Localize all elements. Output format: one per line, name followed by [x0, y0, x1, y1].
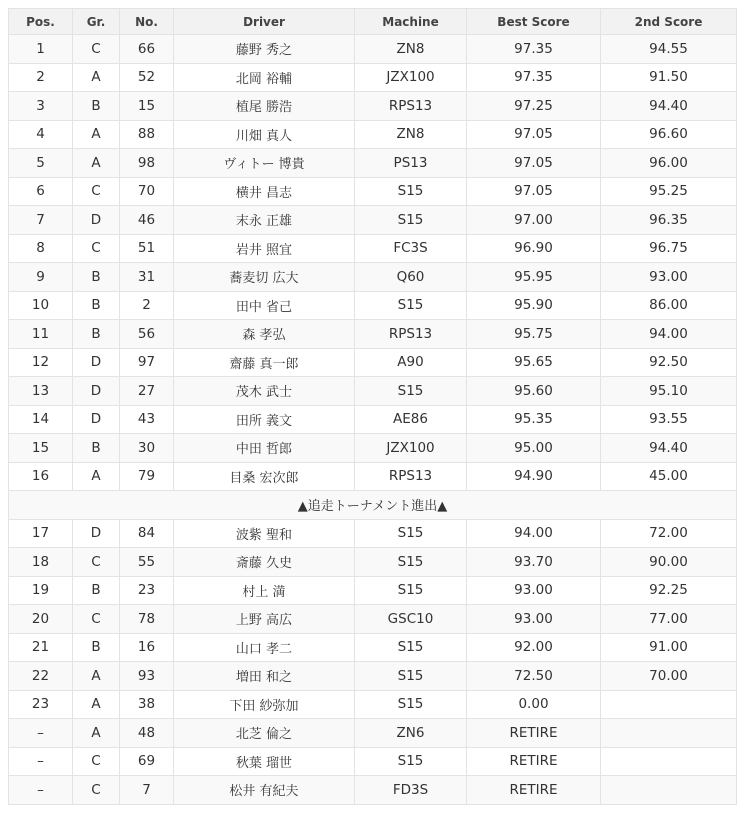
results-body	[9, 35, 737, 805]
cell-second-score: 96.35	[601, 206, 737, 235]
cell-pos: 5	[9, 149, 73, 178]
cell-machine: S15	[355, 291, 467, 320]
table-row	[9, 149, 737, 178]
cell-second-score: 90.00	[601, 548, 737, 577]
cell-group: C	[73, 177, 120, 206]
cell-group: D	[73, 519, 120, 548]
cell-pos: 10	[9, 291, 73, 320]
cell-group: B	[73, 633, 120, 662]
cell-driver: 山口 孝二	[174, 633, 355, 662]
cell-best-score: 93.00	[467, 605, 601, 634]
cell-number: 69	[120, 747, 174, 776]
cell-group: B	[73, 320, 120, 349]
table-row	[9, 462, 737, 491]
cell-driver: 齋藤 真一郎	[174, 348, 355, 377]
cell-machine: FD3S	[355, 776, 467, 805]
cell-machine: S15	[355, 377, 467, 406]
header-best-score: Best Score	[467, 9, 601, 35]
cell-second-score	[601, 719, 737, 748]
cell-best-score: 0.00	[467, 690, 601, 719]
table-row	[9, 377, 737, 406]
cell-number: 31	[120, 263, 174, 292]
cell-pos: –	[9, 747, 73, 776]
cell-best-score: 94.00	[467, 519, 601, 548]
cell-group: B	[73, 92, 120, 121]
results-table	[8, 8, 737, 805]
cell-driver: 植尾 勝浩	[174, 92, 355, 121]
cell-pos: 16	[9, 462, 73, 491]
cell-best-score: 97.00	[467, 206, 601, 235]
cell-driver: 斎藤 久史	[174, 548, 355, 577]
cell-driver: 川畑 真人	[174, 120, 355, 149]
cell-second-score: 94.40	[601, 92, 737, 121]
cell-second-score	[601, 690, 737, 719]
cell-machine: S15	[355, 576, 467, 605]
table-row	[9, 690, 737, 719]
cell-second-score	[601, 747, 737, 776]
cell-machine: S15	[355, 633, 467, 662]
table-row	[9, 35, 737, 64]
cell-number: 93	[120, 662, 174, 691]
cell-number: 70	[120, 177, 174, 206]
cell-group: B	[73, 263, 120, 292]
table-row	[9, 747, 737, 776]
cell-second-score: 96.00	[601, 149, 737, 178]
cell-machine: ZN8	[355, 35, 467, 64]
cell-pos: –	[9, 776, 73, 805]
table-row	[9, 320, 737, 349]
cell-number: 78	[120, 605, 174, 634]
cell-number: 66	[120, 35, 174, 64]
cell-group: D	[73, 348, 120, 377]
cell-driver: 横井 昌志	[174, 177, 355, 206]
cell-driver: 森 孝弘	[174, 320, 355, 349]
qualification-divider-label: ▲追走トーナメント進出▲	[9, 491, 737, 520]
header-second-score: 2nd Score	[601, 9, 737, 35]
table-row	[9, 519, 737, 548]
cell-second-score: 86.00	[601, 291, 737, 320]
cell-group: D	[73, 377, 120, 406]
cell-second-score: 96.75	[601, 234, 737, 263]
cell-machine: AE86	[355, 405, 467, 434]
cell-pos: 11	[9, 320, 73, 349]
table-row	[9, 576, 737, 605]
cell-best-score: 93.70	[467, 548, 601, 577]
cell-driver: 岩井 照宜	[174, 234, 355, 263]
cell-group: C	[73, 548, 120, 577]
cell-second-score: 96.60	[601, 120, 737, 149]
cell-pos: 20	[9, 605, 73, 634]
cell-pos: 3	[9, 92, 73, 121]
cell-second-score: 94.00	[601, 320, 737, 349]
cell-number: 30	[120, 434, 174, 463]
cell-pos: 4	[9, 120, 73, 149]
cell-best-score: 95.65	[467, 348, 601, 377]
cell-machine: JZX100	[355, 63, 467, 92]
cell-number: 7	[120, 776, 174, 805]
table-row	[9, 348, 737, 377]
cell-second-score: 72.00	[601, 519, 737, 548]
cell-number: 52	[120, 63, 174, 92]
cell-driver: 村上 満	[174, 576, 355, 605]
cell-best-score: 97.25	[467, 92, 601, 121]
cell-group: B	[73, 434, 120, 463]
cell-best-score: RETIRE	[467, 747, 601, 776]
cell-group: B	[73, 291, 120, 320]
cell-number: 43	[120, 405, 174, 434]
table-row	[9, 776, 737, 805]
cell-driver: 下田 紗弥加	[174, 690, 355, 719]
cell-second-score: 93.55	[601, 405, 737, 434]
cell-second-score: 92.50	[601, 348, 737, 377]
cell-number: 79	[120, 462, 174, 491]
table-row	[9, 605, 737, 634]
cell-pos: 15	[9, 434, 73, 463]
table-row	[9, 291, 737, 320]
cell-driver: 波紫 聖和	[174, 519, 355, 548]
cell-number: 38	[120, 690, 174, 719]
table-row	[9, 263, 737, 292]
cell-driver: 藤野 秀之	[174, 35, 355, 64]
cell-best-score: 95.95	[467, 263, 601, 292]
cell-driver: 末永 正雄	[174, 206, 355, 235]
cell-group: C	[73, 605, 120, 634]
table-row	[9, 92, 737, 121]
cell-second-score: 94.55	[601, 35, 737, 64]
cell-group: B	[73, 576, 120, 605]
table-row	[9, 234, 737, 263]
table-row	[9, 719, 737, 748]
cell-machine: RPS13	[355, 462, 467, 491]
table-row	[9, 405, 737, 434]
cell-pos: 23	[9, 690, 73, 719]
cell-machine: S15	[355, 177, 467, 206]
cell-machine: S15	[355, 662, 467, 691]
cell-pos: 8	[9, 234, 73, 263]
cell-second-score: 77.00	[601, 605, 737, 634]
header-group: Gr.	[73, 9, 120, 35]
header-driver: Driver	[174, 9, 355, 35]
cell-best-score: 97.35	[467, 63, 601, 92]
cell-pos: 2	[9, 63, 73, 92]
cell-number: 97	[120, 348, 174, 377]
cell-driver: 増田 和之	[174, 662, 355, 691]
cell-pos: 19	[9, 576, 73, 605]
cell-machine: S15	[355, 747, 467, 776]
cell-group: C	[73, 35, 120, 64]
table-row	[9, 633, 737, 662]
cell-group: C	[73, 776, 120, 805]
cell-machine: RPS13	[355, 92, 467, 121]
cell-machine: RPS13	[355, 320, 467, 349]
header-pos: Pos.	[9, 9, 73, 35]
cell-group: A	[73, 149, 120, 178]
cell-machine: S15	[355, 519, 467, 548]
cell-second-score	[601, 776, 737, 805]
cell-driver: 田所 義文	[174, 405, 355, 434]
cell-second-score: 91.00	[601, 633, 737, 662]
cell-driver: 蕎麦切 広大	[174, 263, 355, 292]
cell-driver: 田中 省己	[174, 291, 355, 320]
cell-second-score: 95.10	[601, 377, 737, 406]
cell-number: 84	[120, 519, 174, 548]
table-row	[9, 177, 737, 206]
cell-number: 55	[120, 548, 174, 577]
cell-group: C	[73, 747, 120, 776]
cell-pos: 7	[9, 206, 73, 235]
cell-pos: 14	[9, 405, 73, 434]
cell-best-score: 95.00	[467, 434, 601, 463]
table-row	[9, 120, 737, 149]
cell-group: A	[73, 690, 120, 719]
table-row	[9, 434, 737, 463]
cell-best-score: RETIRE	[467, 776, 601, 805]
cell-best-score: RETIRE	[467, 719, 601, 748]
cell-number: 56	[120, 320, 174, 349]
cell-best-score: 97.05	[467, 177, 601, 206]
cell-group: A	[73, 719, 120, 748]
cell-driver: 北岡 裕輔	[174, 63, 355, 92]
cell-best-score: 95.90	[467, 291, 601, 320]
header-machine: Machine	[355, 9, 467, 35]
cell-machine: ZN8	[355, 120, 467, 149]
cell-machine: Q60	[355, 263, 467, 292]
cell-machine: PS13	[355, 149, 467, 178]
cell-machine: GSC10	[355, 605, 467, 634]
cell-group: A	[73, 120, 120, 149]
qualification-divider-row	[9, 491, 737, 520]
cell-best-score: 93.00	[467, 576, 601, 605]
cell-machine: S15	[355, 548, 467, 577]
cell-pos: 18	[9, 548, 73, 577]
cell-pos: 17	[9, 519, 73, 548]
cell-machine: S15	[355, 690, 467, 719]
cell-machine: S15	[355, 206, 467, 235]
cell-group: D	[73, 206, 120, 235]
cell-second-score: 45.00	[601, 462, 737, 491]
cell-best-score: 72.50	[467, 662, 601, 691]
results-table-container	[8, 8, 736, 805]
cell-number: 2	[120, 291, 174, 320]
cell-best-score: 92.00	[467, 633, 601, 662]
cell-best-score: 97.35	[467, 35, 601, 64]
cell-number: 23	[120, 576, 174, 605]
cell-best-score: 97.05	[467, 149, 601, 178]
cell-number: 88	[120, 120, 174, 149]
table-row	[9, 662, 737, 691]
cell-number: 16	[120, 633, 174, 662]
cell-second-score: 70.00	[601, 662, 737, 691]
cell-pos: 22	[9, 662, 73, 691]
cell-number: 15	[120, 92, 174, 121]
cell-number: 46	[120, 206, 174, 235]
cell-pos: 1	[9, 35, 73, 64]
cell-machine: A90	[355, 348, 467, 377]
cell-machine: JZX100	[355, 434, 467, 463]
cell-group: A	[73, 462, 120, 491]
cell-driver: 上野 高広	[174, 605, 355, 634]
table-row	[9, 206, 737, 235]
cell-second-score: 95.25	[601, 177, 737, 206]
cell-machine: FC3S	[355, 234, 467, 263]
cell-best-score: 96.90	[467, 234, 601, 263]
table-row	[9, 63, 737, 92]
cell-number: 98	[120, 149, 174, 178]
cell-pos: 13	[9, 377, 73, 406]
table-row	[9, 548, 737, 577]
header-row	[9, 9, 737, 35]
cell-number: 48	[120, 719, 174, 748]
cell-pos: 6	[9, 177, 73, 206]
cell-group: A	[73, 63, 120, 92]
cell-best-score: 95.60	[467, 377, 601, 406]
cell-best-score: 95.35	[467, 405, 601, 434]
cell-driver: 松井 有紀夫	[174, 776, 355, 805]
cell-number: 27	[120, 377, 174, 406]
cell-second-score: 93.00	[601, 263, 737, 292]
cell-best-score: 94.90	[467, 462, 601, 491]
cell-driver: 秋葉 瑠世	[174, 747, 355, 776]
cell-group: D	[73, 405, 120, 434]
cell-pos: 12	[9, 348, 73, 377]
cell-best-score: 95.75	[467, 320, 601, 349]
cell-driver: 北芝 倫之	[174, 719, 355, 748]
cell-number: 51	[120, 234, 174, 263]
cell-second-score: 92.25	[601, 576, 737, 605]
header-number: No.	[120, 9, 174, 35]
cell-second-score: 94.40	[601, 434, 737, 463]
cell-group: C	[73, 234, 120, 263]
cell-machine: ZN6	[355, 719, 467, 748]
cell-second-score: 91.50	[601, 63, 737, 92]
cell-group: A	[73, 662, 120, 691]
cell-pos: 9	[9, 263, 73, 292]
cell-driver: 中田 哲郎	[174, 434, 355, 463]
cell-driver: 茂木 武士	[174, 377, 355, 406]
cell-driver: ヴィトー 博貴	[174, 149, 355, 178]
cell-best-score: 97.05	[467, 120, 601, 149]
cell-driver: 目桑 宏次郎	[174, 462, 355, 491]
cell-pos: –	[9, 719, 73, 748]
cell-pos: 21	[9, 633, 73, 662]
